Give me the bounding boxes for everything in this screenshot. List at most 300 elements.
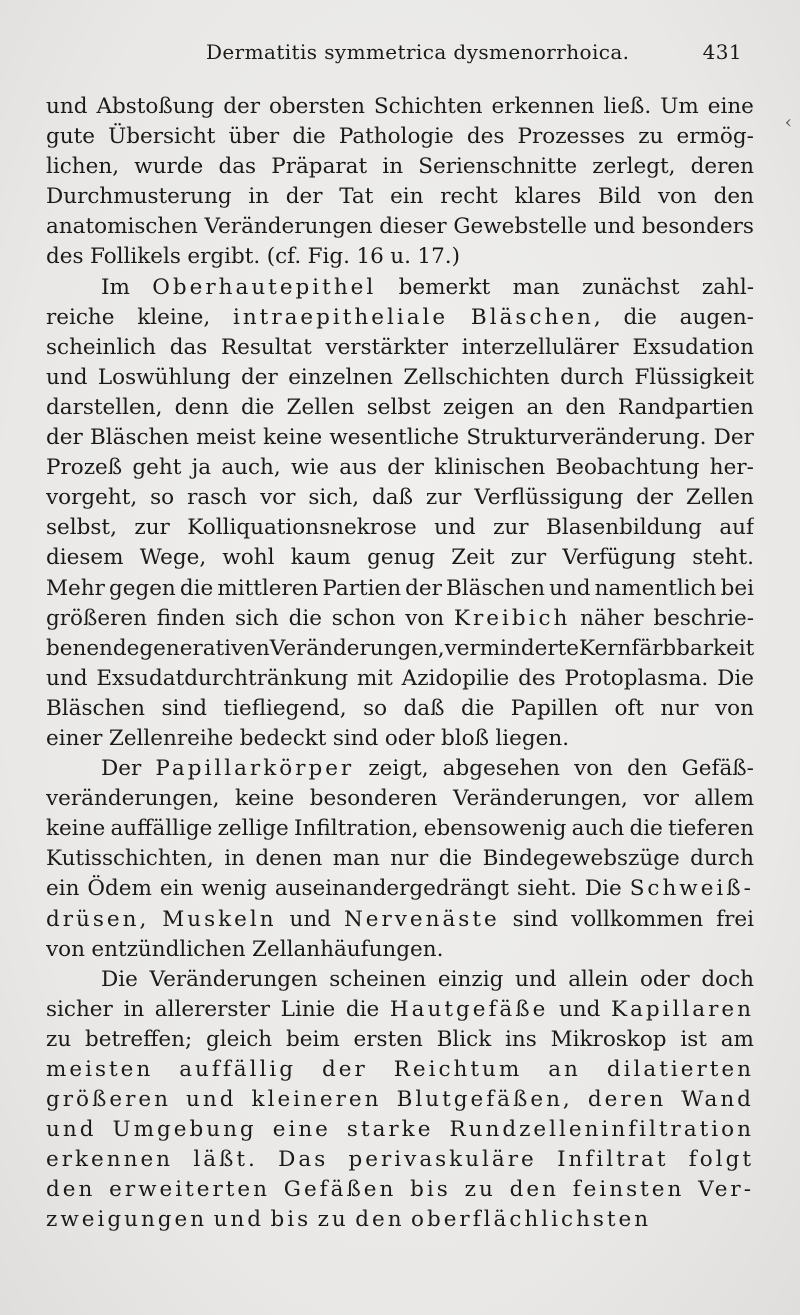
- spaced-word: größeren: [46, 1087, 171, 1113]
- word: Bläschen: [446, 575, 545, 601]
- word: von: [574, 756, 613, 782]
- word: auffällige: [110, 816, 213, 842]
- text-line: [46, 182, 754, 212]
- word: Mikroskop: [550, 1026, 667, 1052]
- word-group: [46, 1055, 153, 1085]
- text-line: [46, 935, 754, 965]
- paragraph: [46, 92, 754, 273]
- word: wenig: [201, 876, 267, 902]
- word-group: [580, 604, 644, 634]
- word-group: [492, 92, 595, 122]
- word-group: [252, 935, 443, 965]
- word: der: [46, 425, 83, 451]
- word-group: [196, 423, 256, 453]
- word-group: [438, 965, 503, 995]
- word: Kolliquationsnekrose: [187, 515, 417, 541]
- word-group: [562, 543, 676, 573]
- word: lichen,: [46, 154, 120, 180]
- word: darstellen,: [46, 394, 163, 420]
- word: besonders: [641, 214, 754, 240]
- word-group: [632, 333, 754, 363]
- word: augen-: [679, 304, 754, 330]
- word: zeigt,: [368, 756, 429, 782]
- word: Veränderungen,: [452, 786, 628, 812]
- word: oder: [384, 725, 435, 751]
- word-group: [424, 814, 567, 844]
- word: Linie: [280, 996, 336, 1022]
- word-group: [329, 423, 459, 453]
- word-group: [308, 242, 350, 272]
- word-group: [260, 483, 295, 513]
- word-group: [46, 1145, 173, 1175]
- text-line: [46, 784, 754, 814]
- word: kleine,: [137, 304, 211, 330]
- word-group: [555, 453, 699, 483]
- word: sind: [332, 725, 379, 751]
- word-group: [150, 483, 174, 513]
- word: genug: [367, 545, 436, 571]
- word-group: [715, 694, 754, 724]
- word-group: [221, 453, 280, 483]
- word-group: [434, 453, 545, 483]
- word: bei: [720, 575, 754, 601]
- word: aus: [339, 455, 377, 481]
- word: Bild: [597, 184, 642, 210]
- word-group: [440, 182, 498, 212]
- word-group: [46, 1205, 207, 1235]
- word: verstärkter: [325, 334, 449, 360]
- word: Die: [101, 966, 138, 992]
- text-line: [46, 1025, 754, 1055]
- word: u.: [390, 244, 411, 270]
- word: recht: [440, 184, 498, 210]
- word: daß: [403, 695, 445, 721]
- word-group: [46, 513, 117, 543]
- paragraph: [46, 965, 754, 1236]
- word-group: [630, 814, 663, 844]
- word: 16: [356, 244, 384, 270]
- word-group: [217, 574, 318, 604]
- word-group: [339, 182, 373, 212]
- word-group: [410, 1175, 451, 1205]
- spaced-word: auffällig: [179, 1057, 296, 1082]
- word-group: [368, 754, 428, 784]
- word: beim: [285, 1026, 340, 1052]
- word: zur: [425, 485, 462, 511]
- word-group: [235, 784, 294, 814]
- word-group: [493, 513, 528, 543]
- word-group: [445, 634, 579, 664]
- word: Flüssigkeit: [634, 364, 754, 390]
- word: Zellenreihe: [108, 725, 234, 751]
- word: sieht.: [516, 876, 577, 902]
- text-line: [46, 423, 754, 453]
- word: Verflüssigung: [474, 485, 624, 511]
- word: Kutisschichten,: [46, 846, 214, 872]
- word: und: [46, 94, 88, 119]
- word: allererster: [154, 996, 271, 1022]
- word: liegen.: [495, 725, 570, 751]
- text-line: [46, 905, 754, 935]
- word: gute: [46, 124, 95, 150]
- word: zeigen: [443, 394, 515, 420]
- text-line: [46, 453, 754, 483]
- word: die: [623, 304, 657, 330]
- word-group: [390, 242, 411, 272]
- spaced-word: meisten: [46, 1057, 154, 1082]
- word: namentlich: [594, 575, 717, 601]
- word-group: [630, 874, 754, 904]
- word: von: [657, 184, 697, 210]
- word-group: [505, 1025, 537, 1055]
- word-group: [325, 333, 448, 363]
- word: beschrie-: [653, 605, 754, 631]
- word: betreffen;: [85, 1026, 193, 1052]
- word: die: [345, 996, 380, 1022]
- word: Serienschnitte: [418, 154, 578, 180]
- word-group: [466, 423, 706, 453]
- word: den: [713, 184, 754, 210]
- word: ist: [680, 1026, 707, 1052]
- word: schon: [331, 605, 396, 631]
- word: zellige: [217, 816, 289, 842]
- word: die: [240, 394, 275, 420]
- word-group: [721, 574, 754, 604]
- word-group: [443, 754, 560, 784]
- paragraph: [46, 273, 754, 755]
- word: so: [150, 485, 175, 511]
- word-group: [579, 634, 754, 664]
- word-group: [394, 1055, 523, 1085]
- word-group: [465, 1175, 496, 1205]
- word-group: [565, 393, 605, 423]
- word-group: [233, 303, 448, 333]
- word: die: [629, 816, 663, 842]
- word-group: [291, 543, 351, 573]
- word-group: [689, 1145, 754, 1175]
- word: der: [241, 364, 278, 390]
- word: Prozesses: [517, 124, 626, 150]
- word-group: [187, 483, 247, 513]
- word-group: [710, 453, 754, 483]
- word: Azidopilie: [401, 665, 510, 691]
- word: ja: [191, 455, 212, 481]
- word-group: [513, 905, 559, 935]
- word-group: [179, 1055, 296, 1085]
- word: ein: [46, 876, 80, 902]
- spaced-word: Ver-: [698, 1177, 754, 1203]
- word-group: [339, 453, 377, 483]
- word: zur: [510, 545, 547, 571]
- text-line: [46, 694, 754, 724]
- word-group: [404, 694, 445, 724]
- word-group: [690, 844, 754, 874]
- page-number: 431: [702, 40, 742, 64]
- word-group: [46, 543, 124, 573]
- word: nur: [390, 846, 429, 872]
- word: in: [123, 996, 145, 1022]
- spaced-word: erkennen: [46, 1147, 174, 1173]
- word-group: [582, 273, 679, 303]
- word-group: [224, 844, 245, 874]
- word: zur: [134, 515, 170, 541]
- word-group: [634, 363, 754, 393]
- word: ergibt.: [187, 244, 261, 270]
- word: Schichten: [373, 94, 483, 119]
- word: Strukturveränderung.: [466, 425, 707, 451]
- word: das: [218, 154, 257, 180]
- word-group: [594, 212, 635, 242]
- word-group: [698, 1175, 754, 1205]
- word-group: [252, 1085, 382, 1115]
- word-group: [270, 1205, 311, 1235]
- word-group: [108, 122, 215, 152]
- text-line: [46, 995, 754, 1025]
- word-group: [702, 273, 754, 303]
- word-group: [101, 754, 141, 784]
- word: durch: [690, 846, 754, 872]
- spaced-word: bis: [410, 1177, 451, 1203]
- word-group: [571, 905, 703, 935]
- text-line: [46, 814, 754, 844]
- word: einer: [46, 725, 103, 751]
- word: Blick: [436, 1026, 492, 1052]
- word-group: [206, 1025, 272, 1055]
- word-group: [374, 92, 483, 122]
- word-group: [467, 122, 505, 152]
- text-line: [46, 483, 754, 513]
- word-group: [152, 273, 376, 303]
- word-group: [310, 784, 438, 814]
- word-group: [638, 122, 663, 152]
- word-group: [518, 122, 626, 152]
- spaced-word: den: [355, 1207, 405, 1233]
- word: die: [460, 695, 495, 721]
- word-group: [418, 152, 577, 182]
- word: der: [405, 575, 442, 601]
- word: kaum: [290, 545, 351, 571]
- word-group: [187, 242, 260, 272]
- word-group: [426, 483, 461, 513]
- word-group: [449, 1115, 754, 1145]
- word-group: [399, 273, 491, 303]
- word-group: [546, 513, 702, 543]
- word: her-: [709, 455, 754, 481]
- word: sind: [512, 906, 559, 932]
- word-group: [222, 543, 274, 573]
- word: vorgeht,: [46, 485, 138, 511]
- word-group: [278, 1145, 328, 1175]
- word-group: [495, 724, 569, 754]
- word: Bindegewebszüge: [482, 846, 680, 872]
- word-group: [134, 513, 169, 543]
- word: ermög-: [676, 124, 754, 150]
- spaced-word: und: [213, 1207, 265, 1233]
- word: über: [228, 124, 280, 150]
- text-line: [46, 92, 754, 122]
- word: am: [720, 1026, 754, 1052]
- word: und: [515, 966, 557, 992]
- word-group: [551, 1025, 667, 1055]
- text-line: [46, 664, 754, 694]
- spaced-word: den: [46, 1177, 96, 1203]
- word: benen: [46, 635, 113, 661]
- word: Die: [584, 876, 622, 902]
- word-group: [318, 1205, 349, 1235]
- word: ersten: [353, 1026, 423, 1052]
- word-group: [46, 634, 113, 664]
- word-group: [474, 483, 623, 513]
- word: Follikels: [89, 244, 181, 270]
- word-group: [680, 303, 754, 333]
- word-group: [405, 604, 444, 634]
- word: sicher: [46, 996, 113, 1022]
- word-group: [344, 905, 500, 935]
- word: in: [248, 184, 270, 210]
- word-group: [643, 784, 678, 814]
- spaced-word: Umgebung: [112, 1117, 257, 1143]
- word-group: [513, 273, 560, 303]
- word-group: [286, 1025, 340, 1055]
- word-group: [681, 1085, 754, 1115]
- word-group: [572, 814, 625, 844]
- spaced-word: Gefäßen: [283, 1177, 397, 1203]
- word-group: [161, 694, 207, 724]
- word-group: [46, 423, 83, 453]
- text-line: [46, 724, 754, 754]
- spaced-word: Wand: [681, 1087, 754, 1113]
- word: Partien: [322, 575, 402, 601]
- word: tiefliegend,: [223, 695, 347, 721]
- word: veränderungen,: [46, 786, 220, 812]
- word-group: [716, 905, 754, 935]
- word: sich: [234, 605, 279, 631]
- word-group: [355, 1205, 404, 1235]
- text-line: [46, 303, 754, 333]
- word-group: [132, 453, 181, 483]
- word: mit: [356, 665, 393, 691]
- word: Abstoßung: [96, 94, 215, 119]
- text-line: [46, 513, 754, 543]
- word: wesentliche: [329, 425, 460, 451]
- word-group: [349, 1145, 537, 1175]
- word: Veränderungen: [204, 214, 373, 240]
- word: der: [636, 485, 673, 511]
- word: denn: [174, 394, 229, 420]
- word-group: [515, 965, 556, 995]
- text-line: [46, 122, 754, 152]
- word-group: [363, 694, 387, 724]
- word-group: [682, 754, 754, 784]
- text-line: [46, 363, 754, 393]
- word-group: [372, 483, 413, 513]
- word-group: [218, 814, 289, 844]
- word-group: [592, 152, 675, 182]
- word: so: [363, 695, 388, 721]
- word: zu: [46, 1026, 72, 1052]
- spaced-word: Reichtum: [393, 1057, 523, 1082]
- word-group: [46, 874, 79, 904]
- word: auf: [719, 515, 754, 541]
- word: auch,: [221, 455, 281, 481]
- word: und: [289, 906, 332, 932]
- word: und: [46, 364, 88, 390]
- word: bloß: [441, 725, 489, 751]
- word: Exsudation: [632, 334, 754, 360]
- word: keine: [263, 425, 323, 451]
- word-group: [267, 242, 301, 272]
- word-group: [517, 874, 577, 904]
- word-group: [322, 574, 401, 604]
- text-line: [46, 333, 754, 363]
- word: von: [715, 695, 754, 721]
- word-group: [347, 1115, 434, 1145]
- word: besonderen: [309, 786, 438, 812]
- spaced-word: kleineren: [251, 1087, 382, 1113]
- word-group: [367, 543, 435, 573]
- spaced-word: eine: [272, 1117, 331, 1143]
- word-group: [46, 724, 102, 754]
- word-group: [717, 664, 754, 694]
- word-group: [46, 995, 113, 1025]
- word-group: [46, 1175, 95, 1205]
- word-group: [354, 1025, 423, 1055]
- spaced-word: Das: [278, 1147, 329, 1173]
- word: der: [223, 94, 260, 119]
- word-group: [588, 1085, 666, 1115]
- word: Bläschen: [89, 425, 189, 451]
- word: obersten: [268, 94, 365, 119]
- spaced-word: Rundzelleninfiltration: [449, 1117, 754, 1143]
- word-group: [109, 574, 176, 604]
- word-group: [205, 212, 373, 242]
- word-group: [382, 152, 403, 182]
- word-group: [101, 273, 130, 303]
- word-group: [290, 905, 331, 935]
- word-group: [367, 393, 431, 423]
- word-group: [453, 212, 587, 242]
- word-group: [461, 694, 494, 724]
- word: durch: [560, 364, 624, 390]
- word-group: [46, 604, 147, 634]
- word: von: [405, 605, 445, 631]
- word-group: [273, 1115, 331, 1145]
- word: vor: [643, 786, 679, 812]
- word-group: [379, 212, 446, 242]
- text-line: [46, 1115, 754, 1145]
- word-group: [170, 333, 208, 363]
- word: dieser: [379, 214, 447, 240]
- word: zunächst: [582, 274, 680, 300]
- spaced-word: läßt.: [193, 1147, 258, 1173]
- word: geht: [132, 455, 182, 481]
- word: man: [512, 274, 560, 300]
- word-group: [46, 152, 119, 182]
- word-group: [640, 965, 690, 995]
- spaced-word: intraepitheliale: [232, 304, 449, 330]
- word: allein: [568, 966, 629, 992]
- word-group: [595, 574, 717, 604]
- word-group: [714, 182, 754, 212]
- word-group: [201, 874, 267, 904]
- word-group: [110, 814, 212, 844]
- word: Protoplasma.: [564, 665, 709, 691]
- spaced-word: Oberhautepithel: [152, 274, 377, 300]
- word-group: [46, 303, 115, 333]
- word: deren: [690, 154, 754, 180]
- word: Mehr: [46, 575, 105, 601]
- word: vor: [260, 485, 296, 511]
